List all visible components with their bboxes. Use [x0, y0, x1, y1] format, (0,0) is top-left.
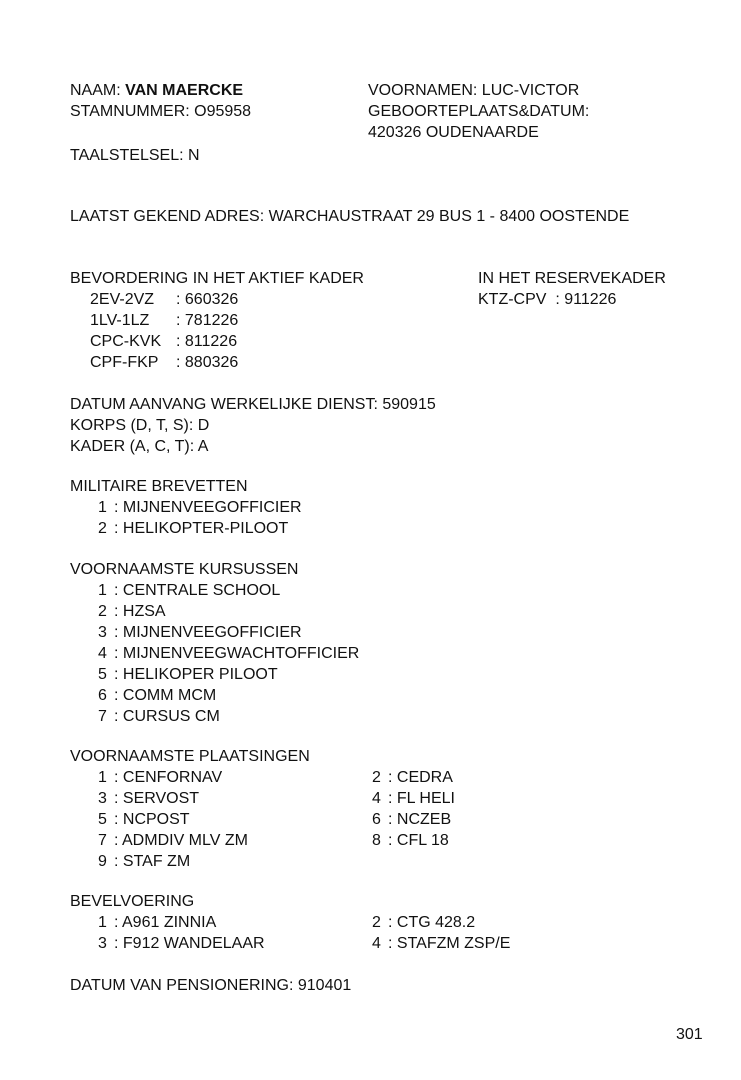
naam-value: VAN MAERCKE — [125, 82, 244, 99]
naam-line — [70, 80, 243, 101]
list-item: 4 : STAFZM ZSP/E — [372, 935, 511, 952]
geboorte-value: 420326 OUDENAARDE — [368, 124, 539, 141]
voornamen: VOORNAMEN: LUC-VICTOR — [368, 82, 580, 99]
bevelvoering-title: BEVELVOERING — [70, 893, 195, 910]
list-item: 7 : ADMDIV MLV ZM — [98, 832, 248, 849]
bevordering-item: CPF-FKP : 880326 — [90, 354, 239, 371]
bevordering-item: 2EV-2VZ : 660326 — [90, 291, 239, 308]
list-item: 2 : CEDRA — [372, 769, 453, 786]
list-item: 2 : HELIKOPTER-PILOOT — [98, 520, 289, 537]
list-item: 2 : HZSA — [98, 603, 166, 620]
list-item: 4 : MIJNENVEEGWACHTOFFICIER — [98, 645, 360, 662]
adres: LAATST GEKEND ADRES: WARCHAUSTRAAT 29 BUS 1 - 8400 OOSTENDE — [70, 208, 630, 225]
list-item: 1 : CENTRALE SCHOOL — [98, 582, 281, 599]
pensionering: DATUM VAN PENSIONERING: 910401 — [70, 977, 352, 994]
taalstelsel: TAALSTELSEL: N — [70, 147, 200, 164]
kursussen-title: VOORNAAMSTE KURSUSSEN — [70, 561, 299, 578]
list-item: 3 : SERVOST — [98, 790, 200, 807]
reserve-title: IN HET RESERVEKADER — [478, 270, 666, 287]
list-item: 4 : FL HELI — [372, 790, 455, 807]
geboorte-label: GEBOORTEPLAATS&DATUM: — [368, 103, 590, 120]
bevordering-title: BEVORDERING IN HET AKTIEF KADER — [70, 270, 364, 287]
list-item: 6 : NCZEB — [372, 811, 452, 828]
list-item: 5 : HELIKOPER PILOOT — [98, 666, 278, 683]
brevetten-title: MILITAIRE BREVETTEN — [70, 478, 248, 495]
list-item: 3 : MIJNENVEEGOFFICIER — [98, 624, 302, 641]
bevordering-item: 1LV-1LZ : 781226 — [90, 312, 239, 329]
list-item: 6 : COMM MCM — [98, 687, 217, 704]
kader: KADER (A, C, T): A — [70, 438, 209, 455]
list-item: 8 : CFL 18 — [372, 832, 449, 849]
reserve-item: KTZ-CPV : 911226 — [478, 291, 617, 308]
list-item: 1 : CENFORNAV — [98, 769, 223, 786]
stamnummer: STAMNUMMER: O95958 — [70, 103, 252, 120]
list-item: 2 : CTG 428.2 — [372, 914, 476, 931]
naam-label: NAAM: — [70, 82, 121, 99]
list-item: 3 : F912 WANDELAAR — [98, 935, 265, 952]
list-item: 1 : MIJNENVEEGOFFICIER — [98, 499, 302, 516]
list-item: 1 : A961 ZINNIA — [98, 914, 217, 931]
list-item: 9 : STAF ZM — [98, 853, 191, 870]
list-item: 5 : NCPOST — [98, 811, 190, 828]
plaatsingen-title: VOORNAAMSTE PLAATSINGEN — [70, 748, 310, 765]
list-item: 7 : CURSUS CM — [98, 708, 220, 725]
dienst-aanvang: DATUM AANVANG WERKELIJKE DIENST: 590915 — [70, 396, 436, 413]
page-number: 301 — [676, 1026, 703, 1043]
bevordering-item: CPC-KVK : 811226 — [90, 333, 238, 350]
korps: KORPS (D, T, S): D — [70, 417, 210, 434]
